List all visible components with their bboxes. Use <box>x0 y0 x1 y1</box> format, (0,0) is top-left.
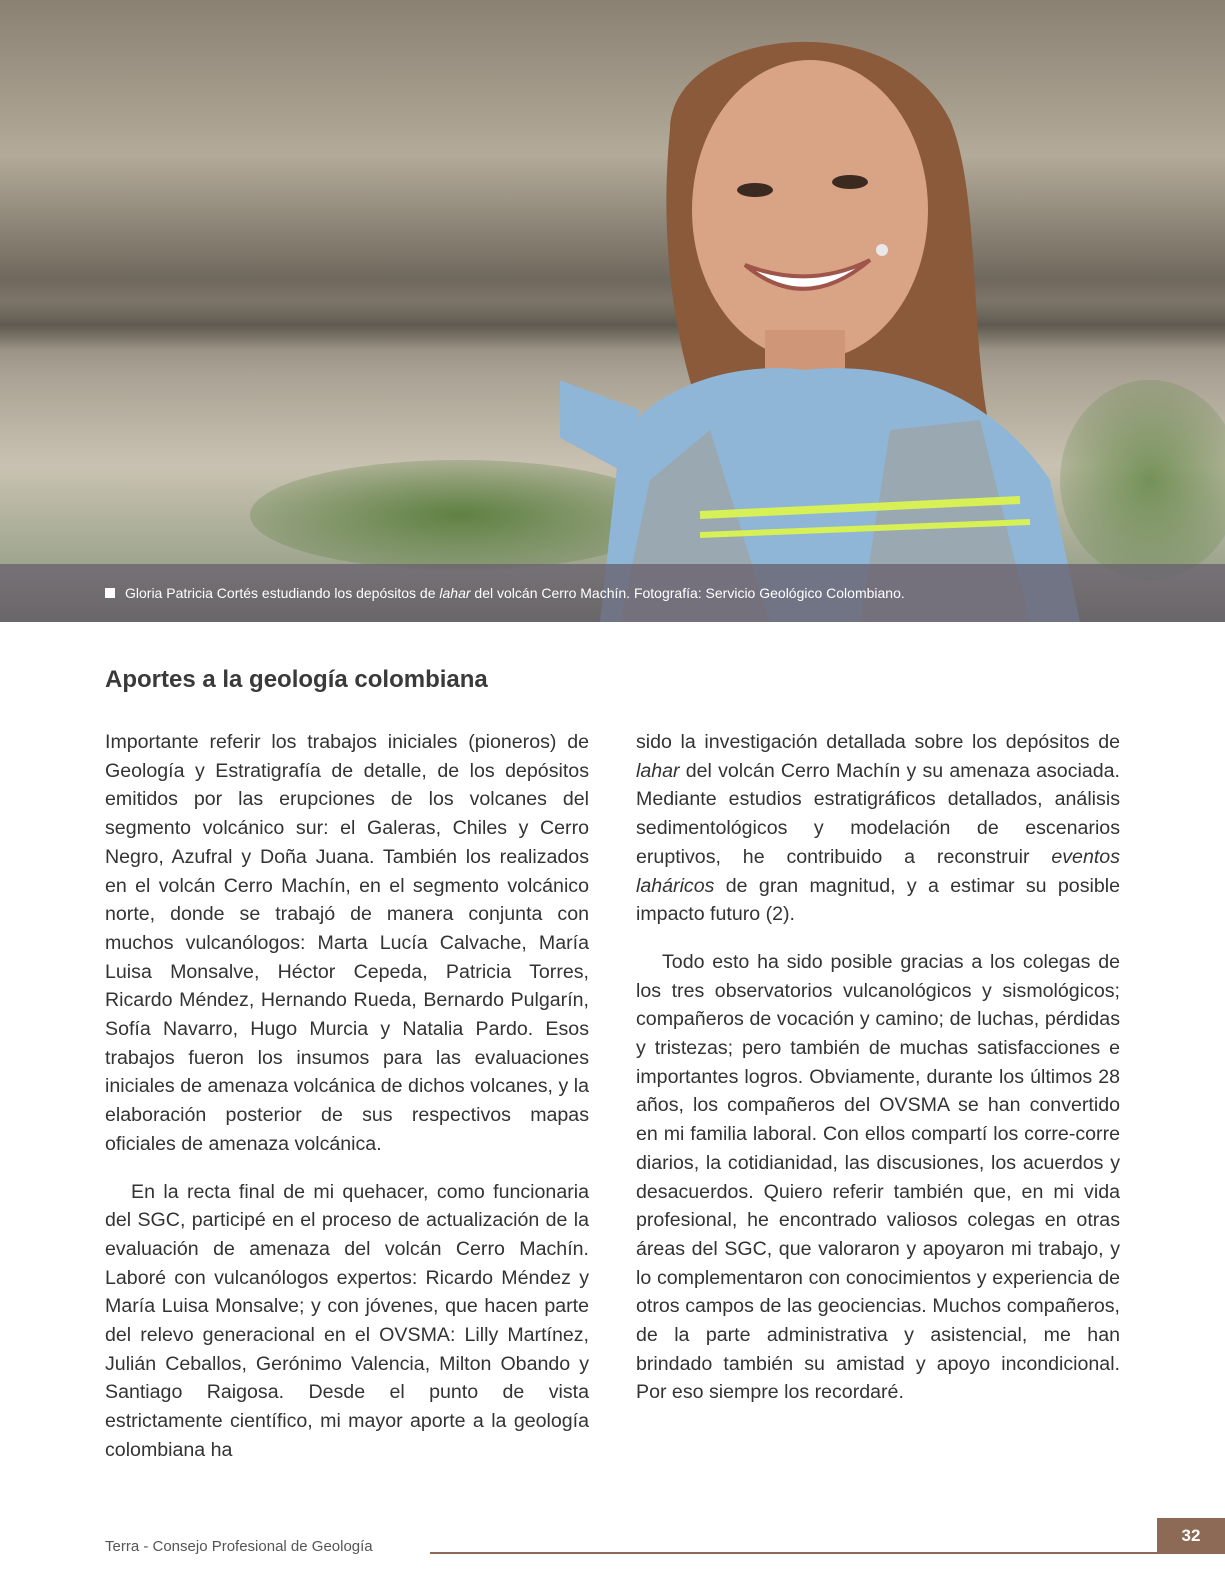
text-run-italic: eventos laháricos <box>636 845 1120 897</box>
paragraph: En la recta final de mi quehacer, como funcionaria del SGC, participé en el proceso de actualización de la evaluación de amenaza del volcán Cerro Machín. Laboré con vulcanólogos expertos: Ricardo Méndez y María Luisa Monsalve; y con jóvenes, que hacen parte del relevo generacional en el OVSMA: Lilly Martínez, Julián Ceballos, Gerónimo Valencia, Milton Obando y Santiago Raigosa. Desde el punto de vista estrictamente científico, mi mayor aporte a la geología colombiana ha <box>105 1180 589 1461</box>
right-column <box>636 728 1120 1407</box>
hero-photo <box>0 0 1225 622</box>
photo-caption-bar <box>0 564 1225 622</box>
caption-text-italic: lahar <box>439 585 471 601</box>
person-illustration <box>560 10 1120 622</box>
caption-text-start: Gloria Patricia Cortés estudiando los depósitos de <box>125 585 440 601</box>
paragraph <box>636 728 1120 929</box>
text-run-italic: lahar <box>636 759 680 782</box>
paragraph: Importante referir los trabajos iniciales (pioneros) de Geología y Estratigrafía de detalle, de los depósitos emitidos por las erupciones de los volcanes del segmento volcánico sur: el Galeras, Chiles y Cerro Negro, Azufral y Doña Juana. También los realizados en el volcán Cerro Machín, en el segmento volcánico norte, donde se trabajó de manera conjunta con muchos vulcanólogos: Marta Lucía Calvache, María Luisa Monsalve, Héctor Cepeda, Patricia Torres, Ricardo Méndez, Hernando Rueda, Bernardo Pulgarín, Sofía Navarro, Hugo Murcia y Natalia Pardo. Esos trabajos fueron los insumos para las evaluaciones iniciales de amenaza volcánica de dichos volcanes, y la elaboración posterior de sus respectivos mapas oficiales de amenaza volcánica. <box>105 731 589 1155</box>
paragraph: Todo esto ha sido posible gracias a los colegas de los tres observatorios vulcanológicos y sismológicos; compañeros de vocación y camino; de luchas, pérdidas y tristezas; pero también de muchas satisfacciones e importantes logros. Obviamente, durante los últimos 28 años, los compañeros del OVSMA se han convertido en mi familia laboral. Con ellos compartí los corre-corre diarios, la cotidianidad, las discusiones, los acuerdos y desacuerdos. Quiero referir también que, en mi vida profesional, he encontrado valiosos colegas en otras áreas del SGC, que valoraron y apoyaron mi trabajo, y lo complementaron con conocimientos y experiencia de otros campos de las geociencias. Muchos compañeros, de la parte administrativa y asistencial, me han brindado también su amistad y apoyo incondicional. Por eso siempre los recordaré. <box>636 950 1120 1404</box>
text-run: del volcán Cerro Machín y su amenaza asociada. Mediante estudios estratigráficos detallados, análisis sedimentológicos y modelación de escenarios eruptivos, he contribuido a reconstruir <box>636 759 1120 868</box>
footer-publication: Terra - Consejo Profesional de Geología <box>105 1538 373 1555</box>
footer-rule <box>430 1552 1157 1554</box>
text-run: de gran magnitud, y a estimar su posible impacto futuro (2). <box>636 874 1120 926</box>
text-run: sido la investigación detallada sobre los depósitos de <box>636 731 1120 753</box>
section-title: Aportes a la geología colombiana <box>105 666 488 693</box>
page-number: 32 <box>1157 1518 1225 1554</box>
photo-caption <box>125 585 905 601</box>
left-column <box>105 728 589 1465</box>
caption-text-end: del volcán Cerro Machín. Fotografía: Servicio Geológico Colombiano. <box>470 585 905 601</box>
caption-bullet-icon <box>105 588 115 598</box>
